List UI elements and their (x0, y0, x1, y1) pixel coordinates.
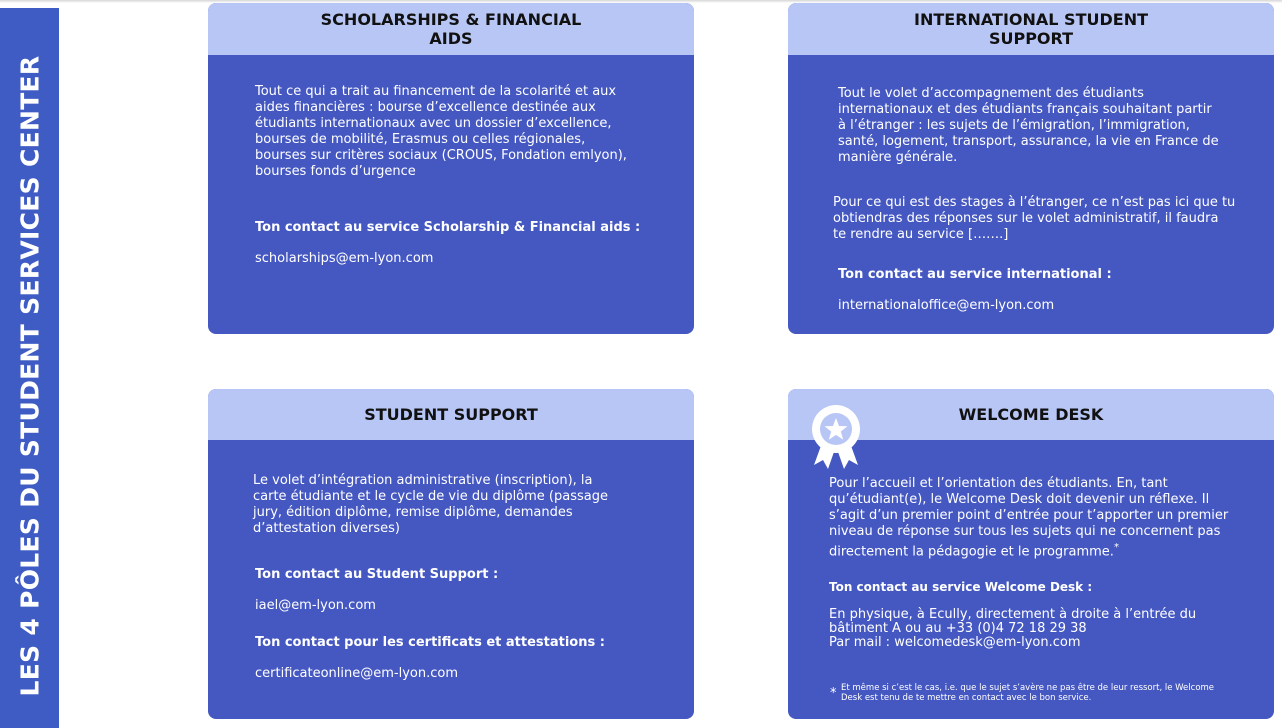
card-body (253, 473, 683, 537)
contact-email[interactable]: internationaloffice@em-lyon.com (838, 298, 1055, 313)
card-title: STUDENT SUPPORT (364, 405, 538, 424)
contact-line: bâtiment A ou au +33 (0)4 72 18 29 38 (829, 621, 1087, 636)
footnote-mark: * (830, 686, 837, 701)
card-international-header (788, 3, 1274, 55)
card-title-line1: INTERNATIONAL STUDENT (914, 10, 1148, 29)
body-line: santé, logement, transport, assurance, la vie en France de (838, 134, 1219, 149)
award-ribbon-icon (808, 403, 864, 469)
cert-contact-email[interactable]: certificateonline@em-lyon.com (255, 666, 458, 681)
body-line: bourses sur critères sociaux (CROUS, Fondation emlyon), (255, 148, 627, 163)
asterisk: * (1113, 542, 1119, 553)
card-welcome-desk (788, 389, 1274, 719)
body-line: Tout le volet d’accompagnement des étudiants (838, 86, 1144, 101)
body-line: Tout ce qui a trait au financement de la scolarité et aux (255, 84, 617, 99)
body-line: Pour ce qui est des stages à l’étranger, ce n’est pas ici que tu (833, 195, 1236, 210)
card-student-support (208, 389, 694, 719)
card-title-line1: SCHOLARSHIPS & FINANCIAL (320, 10, 582, 29)
cert-contact-label: Ton contact pour les certificats et attestations : (255, 635, 605, 650)
body-line: étudiants internationaux avec un dossier d’excellence, (255, 116, 612, 131)
body-line: te rendre au service […….] (833, 227, 1009, 242)
card-scholarships-header (208, 3, 694, 55)
sidebar-title: LES 4 PÔLES DU STUDENT SERVICES CENTER (15, 55, 45, 697)
card-scholarships (208, 3, 694, 334)
body-line: s’agit d’un premier point d’entrée pour t’apporter un premier (829, 508, 1229, 523)
footnote-line: Desk est tenu de te mettre en contact avec le bon service. (841, 693, 1092, 703)
body-line: Le volet d’intégration administrative (inscription), la (253, 473, 593, 488)
body-line: directement la pédagogie et le programme. (829, 544, 1114, 560)
contact-line: En physique, à Ecully, directement à droite à l’entrée du (829, 607, 1197, 622)
card-title-line2: AIDS (429, 29, 473, 48)
card-student-support-header (208, 389, 694, 440)
card-title-line2: SUPPORT (988, 29, 1074, 48)
contact-label: Ton contact au service international : (838, 267, 1112, 282)
card-international (788, 3, 1274, 334)
body-line: carte étudiante et le cycle de vie du diplôme (passage (253, 489, 608, 504)
body-line: bourses de mobilité, Erasmus ou celles régionales, (255, 132, 586, 147)
contact-line: Par mail : welcomedesk@em-lyon.com (829, 635, 1081, 650)
body-line: niveau de réponse sur tous les sujets qui ne concernent pas (829, 524, 1221, 539)
card-body-2 (833, 195, 1268, 243)
footnote (841, 683, 1271, 703)
body-line: Pour l’accueil et l’orientation des étudiants. En, tant (829, 476, 1168, 491)
contact-email[interactable]: iael@em-lyon.com (255, 598, 376, 613)
body-line: aides financières : bourse d’excellence destinée aux (255, 100, 596, 115)
contact-label: Ton contact au service Welcome Desk : (829, 580, 1093, 594)
body-line: manière générale. (838, 150, 958, 165)
card-body (829, 476, 1269, 560)
contact-email[interactable]: scholarships@em-lyon.com (255, 251, 434, 266)
body-line: qu’étudiant(e), le Welcome Desk doit devenir un réflexe. Il (829, 492, 1210, 507)
body-line: obtiendras des réponses sur le volet administratif, il faudra (833, 211, 1219, 226)
body-line: d’attestation diverses) (253, 521, 400, 536)
contact-label: Ton contact au service Scholarship & Financial aids : (255, 220, 641, 235)
card-body (255, 84, 685, 180)
body-line: bourses fonds d’urgence (255, 164, 416, 179)
card-title: WELCOME DESK (958, 405, 1104, 424)
card-body (838, 86, 1268, 166)
contact-label: Ton contact au Student Support : (255, 567, 499, 582)
sidebar (0, 8, 59, 728)
footnote-line: Et même si c’est le cas, i.e. que le sujet s’avère ne pas être de leur ressort, le Welcome (841, 683, 1215, 693)
body-line: à l’étranger : les sujets de l’émigration, l’immigration, (838, 118, 1190, 133)
body-line: jury, édition diplôme, remise diplôme, demandes (253, 505, 573, 520)
body-line: internationaux et des étudiants français souhaitant partir (838, 102, 1212, 117)
contact-lines (829, 608, 1269, 650)
